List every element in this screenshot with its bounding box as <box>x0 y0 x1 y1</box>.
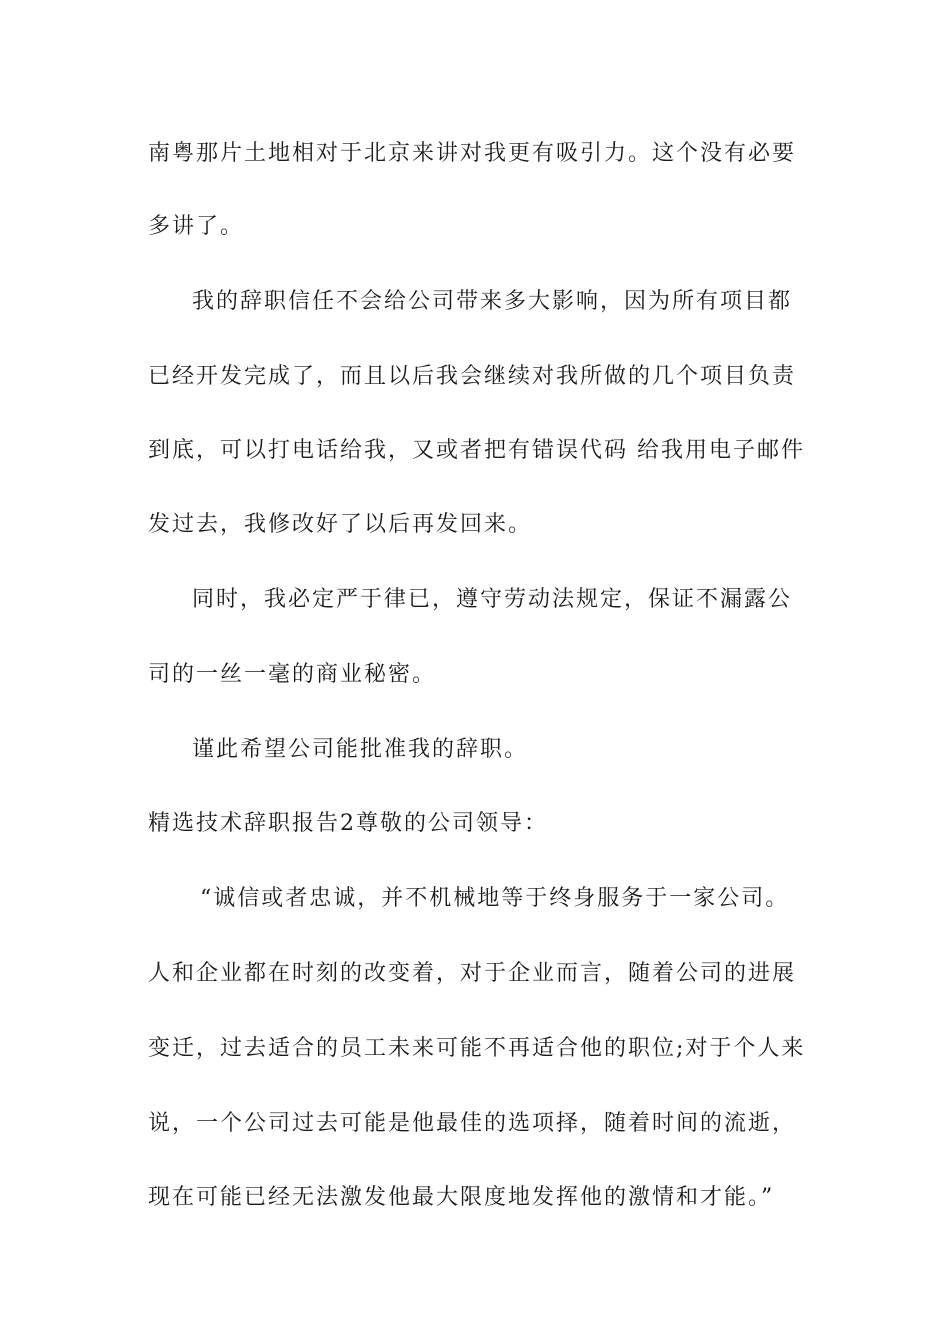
text-line: 发过去，我修改好了以后再发回来。 <box>148 512 533 537</box>
text-line: 司的一丝一毫的商业秘密。 <box>148 662 437 687</box>
paragraph-line: 同时，我必定严于律已，遵守劳动法规定，保证不漏露公 <box>192 587 793 612</box>
section-heading: 精选技术辞职报告2尊敬的公司领导： <box>148 811 548 836</box>
text-line: 说，一个公司过去可能是他最佳的选项择，随着时间的流逝， <box>148 1111 797 1136</box>
text-line: 人和企业都在时刻的改变着，对于企业而言，随着公司的进展 <box>148 961 797 986</box>
text-line: 已经开发完成了，而且以后我会继续对我所做的几个项目负责 <box>148 364 797 389</box>
quote-line: “诚信或者忠诚，并不机械地等于终身服务于一家公司。 <box>200 886 790 911</box>
text-line: 到底，可以打电话给我，又或者把有错误代码 给我用电子邮件 <box>148 438 805 463</box>
text-line: 现在可能已经无法激发他最大限度地发挥他的激情和才能。” <box>148 1185 775 1210</box>
text-line: 多讲了。 <box>148 214 245 239</box>
paragraph-line: 谨此希望公司能批准我的辞职。 <box>192 737 529 762</box>
text-line: 变迁，过去适合的员工未来可能不再适合他的职位;对于个人来 <box>148 1036 806 1061</box>
text-line: 南粤那片土地相对于北京来讲对我更有吸引力。这个没有必要 <box>148 141 797 166</box>
paragraph-line: 我的辞职信任不会给公司带来多大影响，因为所有项目都 <box>192 289 793 314</box>
